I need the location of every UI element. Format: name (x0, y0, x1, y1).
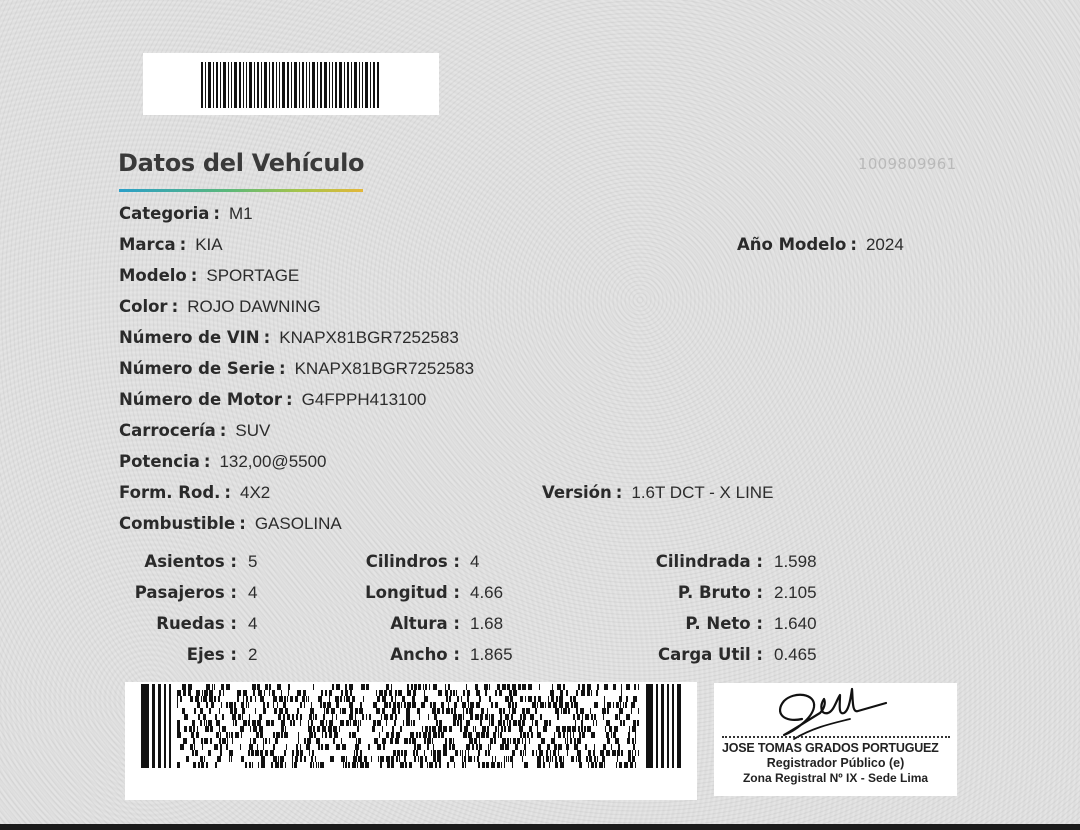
field-label: Marca (119, 235, 176, 254)
signer-zone: Zona Registral Nº IX - Sede Lima (742, 771, 929, 785)
spec-carga-util-value: 0.465 (774, 645, 817, 664)
pdf417-barcode (125, 682, 697, 800)
field-label: Versión (542, 483, 612, 502)
spec-altura-label: Altura : (390, 614, 460, 633)
field-label: Categoria (119, 204, 210, 223)
field-label: Carrocería (119, 421, 216, 440)
spec-pasajeros-value: 4 (248, 583, 258, 602)
spec-cilindros-label: Cilindros : (365, 552, 460, 571)
field-value: SPORTAGE (206, 266, 300, 285)
spec-asientos-value: 5 (248, 552, 258, 571)
field-value: G4FPPH413100 (301, 390, 427, 409)
spec-p-neto-label: P. Neto : (685, 614, 763, 633)
spec-cilindrada-label: Cilindrada : (655, 552, 763, 571)
spec-ancho-label: Ancho : (390, 645, 460, 664)
spec-ancho-value: 1.865 (470, 645, 513, 664)
field-value: 132,00@5500 (219, 452, 327, 471)
field-value: 4X2 (240, 483, 271, 502)
field-label: Número de VIN (119, 328, 260, 347)
spec-ruedas-value: 4 (248, 614, 258, 633)
spec-p-neto-value: 1.640 (774, 614, 817, 633)
spec-ruedas-label: Ruedas : (156, 614, 237, 633)
spec-asientos-label: Asientos : (144, 552, 237, 571)
field-carroceria: Carrocería : SUV (119, 421, 271, 440)
field-value: 2024 (865, 235, 904, 254)
barcode-graphic (201, 62, 379, 108)
bottom-border (0, 824, 1080, 830)
signature-block (714, 683, 957, 796)
field-label: Color (119, 297, 168, 316)
field-version: Versión : 1.6T DCT - X LINE (542, 483, 774, 502)
field-anio-modelo: Año Modelo : 2024 (737, 235, 904, 254)
spec-carga-util-label: Carga Util : (657, 645, 763, 664)
signer-name: JOSE TOMAS GRADOS PORTUGUEZ (722, 741, 939, 755)
field-value: KNAPX81BGR7252583 (294, 359, 475, 378)
field-value: KNAPX81BGR7252583 (279, 328, 459, 347)
spec-altura-value: 1.68 (470, 614, 504, 633)
field-vin: Número de VIN : KNAPX81BGR7252583 (119, 328, 459, 347)
spec-ejes-value: 2 (248, 645, 258, 664)
signer-role: Registrador Público (e) (766, 756, 905, 770)
field-value: KIA (195, 235, 223, 254)
field-potencia: Potencia : 132,00@5500 (119, 452, 327, 471)
field-value: M1 (229, 204, 253, 223)
field-label: Número de Serie (119, 359, 275, 378)
field-label: Potencia (119, 452, 200, 471)
field-motor: Número de Motor : G4FPPH413100 (119, 390, 427, 409)
spec-p-bruto-value: 2.105 (774, 583, 817, 602)
document-number: 1009809961 (858, 155, 957, 173)
field-value: GASOLINA (254, 514, 342, 533)
field-label: Año Modelo (737, 235, 847, 254)
field-label: Form. Rod. (119, 483, 221, 502)
spec-pasajeros-label: Pasajeros : (134, 583, 237, 602)
field-value: SUV (235, 421, 271, 440)
spec-ejes-label: Ejes : (186, 645, 237, 664)
field-form-rod: Form. Rod. : 4X2 (119, 483, 271, 502)
field-value: ROJO DAWNING (187, 297, 321, 316)
signature-line (722, 736, 950, 738)
title-underline (119, 189, 363, 192)
field-value: 1.6T DCT - X LINE (631, 483, 774, 502)
field-label: Modelo (119, 266, 187, 285)
spec-cilindrada-value: 1.598 (774, 552, 817, 571)
signature-graphic (754, 683, 904, 743)
field-combustible: Combustible : GASOLINA (119, 514, 342, 533)
spec-longitud-label: Longitud : (365, 583, 460, 602)
field-marca: Marca : KIA (119, 235, 223, 254)
spec-longitud-value: 4.66 (470, 583, 504, 602)
field-modelo: Modelo : SPORTAGE (119, 266, 300, 285)
page-title: Datos del Vehículo (118, 149, 365, 177)
pdf417-graphic (141, 684, 681, 768)
field-serie: Número de Serie : KNAPX81BGR7252583 (119, 359, 475, 378)
field-label: Número de Motor (119, 390, 283, 409)
field-categoria: Categoria : M1 (119, 204, 253, 223)
field-label: Combustible (119, 514, 236, 533)
spec-p-bruto-label: P. Bruto : (677, 583, 763, 602)
spec-cilindros-value: 4 (470, 552, 480, 571)
barcode (143, 53, 439, 115)
field-color: Color : ROJO DAWNING (119, 297, 321, 316)
